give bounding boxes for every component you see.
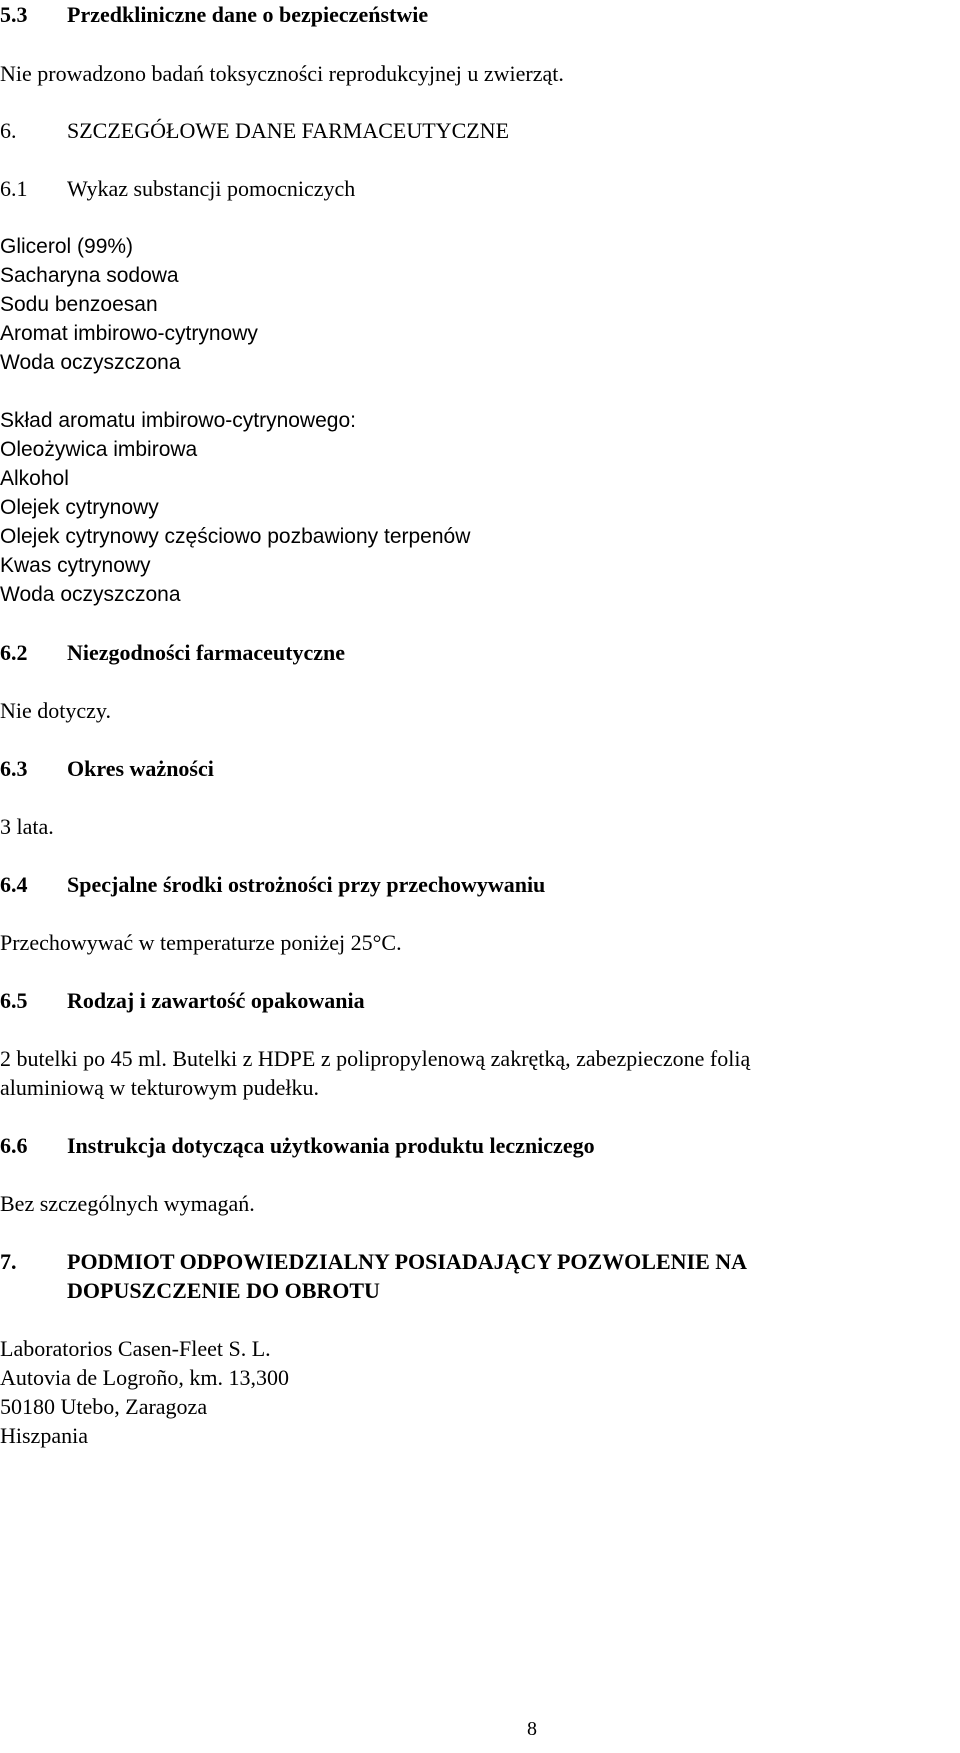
- section-7-heading-line-1: [0, 1249, 747, 1275]
- aroma-item: Alkohol: [0, 467, 69, 490]
- aroma-item: Olejek cytrynowy częściowo pozbawiony terpenów: [0, 525, 471, 548]
- section-6-6-heading: [0, 1133, 595, 1159]
- section-number: 6.: [0, 118, 17, 143]
- address-line: Autovia de Logroño, km. 13,300: [0, 1365, 290, 1390]
- section-title: Instrukcja dotycząca użytkowania produktu leczniczego: [67, 1133, 595, 1158]
- section-title: SZCZEGÓŁOWE DANE FARMACEUTYCZNE: [67, 118, 510, 143]
- section-number: 7.: [0, 1249, 17, 1274]
- section-title: Specjalne środki ostrożności przy przechowywaniu: [67, 872, 546, 897]
- section-title: Okres ważności: [67, 756, 214, 781]
- section-number: 6.2: [0, 640, 28, 665]
- section-6-2-heading: [0, 640, 345, 666]
- aroma-item: Woda oczyszczona: [0, 583, 181, 606]
- address-line: Hiszpania: [0, 1423, 88, 1448]
- section-6-1-heading: [0, 176, 355, 202]
- section-6-6-text: Bez szczególnych wymagań.: [0, 1191, 255, 1216]
- section-title: Rodzaj i zawartość opakowania: [67, 988, 365, 1013]
- aroma-item: Oleożywica imbirowa: [0, 438, 198, 461]
- section-7-heading-line-2: DOPUSZCZENIE DO OBROTU: [67, 1278, 380, 1303]
- aroma-item: Kwas cytrynowy: [0, 554, 151, 577]
- section-5-3-text: Nie prowadzono badań toksyczności reprodukcyjnej u zwierząt.: [0, 61, 564, 86]
- section-number: 6.6: [0, 1133, 28, 1158]
- section-6-5-text-line-2: aluminiową w tekturowym pudełku.: [0, 1075, 319, 1100]
- section-6-heading: [0, 118, 509, 144]
- aroma-composition-title: Skład aromatu imbirowo-cytrynowego:: [0, 409, 356, 432]
- section-number: 6.4: [0, 872, 28, 897]
- section-title: PODMIOT ODPOWIEDZIALNY POSIADAJĄCY POZWOLENIE NA: [67, 1249, 748, 1274]
- section-number: 6.5: [0, 988, 28, 1013]
- excipient-item: Woda oczyszczona: [0, 351, 181, 374]
- section-title: Niezgodności farmaceutyczne: [67, 640, 345, 665]
- section-6-5-text-line-1: 2 butelki po 45 ml. Butelki z HDPE z polipropylenową zakrętką, zabezpieczone folią: [0, 1046, 751, 1071]
- excipient-item: Sacharyna sodowa: [0, 264, 179, 287]
- page-number: 8: [527, 1718, 537, 1740]
- section-6-5-heading: [0, 988, 365, 1014]
- section-6-3-heading: [0, 756, 214, 782]
- address-line: 50180 Utebo, Zaragoza: [0, 1394, 208, 1419]
- excipient-item: Glicerol (99%): [0, 235, 134, 258]
- section-6-4-text: Przechowywać w temperaturze poniżej 25°C.: [0, 930, 402, 955]
- excipient-item: Aromat imbirowo-cytrynowy: [0, 322, 258, 345]
- section-6-3-text: 3 lata.: [0, 814, 54, 839]
- section-6-4-heading: [0, 872, 545, 898]
- excipient-item: Sodu benzoesan: [0, 293, 158, 316]
- section-5-3-heading: [0, 2, 428, 28]
- section-6-2-text: Nie dotyczy.: [0, 698, 111, 723]
- section-number: 6.3: [0, 756, 28, 781]
- address-line: Laboratorios Casen-Fleet S. L.: [0, 1336, 271, 1361]
- section-number: 6.1: [0, 176, 28, 201]
- section-number: 5.3: [0, 2, 28, 27]
- section-title: Wykaz substancji pomocniczych: [67, 176, 356, 201]
- section-title: Przedkliniczne dane o bezpieczeństwie: [67, 2, 429, 27]
- aroma-item: Olejek cytrynowy: [0, 496, 159, 519]
